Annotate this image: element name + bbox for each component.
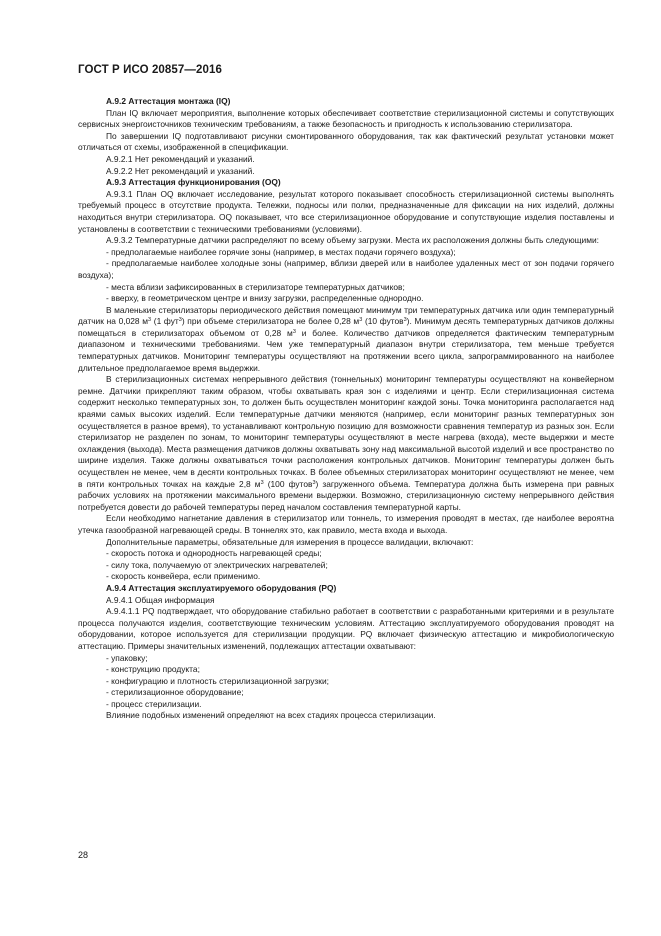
list-item: - предполагаемые наиболее холодные зоны (например, вблизи дверей или в наиболее удаленных мест от зон подачи горячего воздуха);	[78, 258, 614, 280]
clause-item: А.9.2.1 Нет рекомендаций и указаний.	[106, 153, 255, 164]
superscript: 3	[312, 479, 316, 486]
paragraph-small-sterilizers: В маленькие стерилизаторы периодического действия помещают минимум три температурных датчика или один температурный датчик на 0,028 $м^3$ (1 фут$^3$) при объеме стерилизатора не более 0,28 $м^3$ (10 футов$^3$). Минимум десять температурных датчиков должны помещаться в стерилизаторах объемом от 0,28 $м^3$ и более. Количество датчиков определяется фактическим температурным диапазоном и техническими требованиями. Чем уже температурный диапазон внутри стерилизатора, тем меньше требуется температурных датчиков. Мониторинг температуры осуществляют на протяжении всего цикла, запрограммированного на наиболее длительное предполагаемое время выдержки.	[78, 304, 615, 373]
subsection-heading: А.9.4.1 Общая информация	[106, 594, 215, 605]
paragraph: Если необходимо нагнетание давления в стерилизатор или тоннель, то измерения проводят в местах, где наиболее вероятна утечка газообразной нагревающей среды. В тоннелях это, как правило, места входа и выхода.	[78, 513, 614, 535]
superscript: 3	[178, 317, 182, 324]
list-item: - силу тока, получаемую от электрических нагревателей;	[106, 559, 328, 570]
list-item: - упаковку;	[106, 652, 148, 663]
clause-item: А.9.2.2 Нет рекомендаций и указаний.	[106, 165, 255, 176]
superscript: 3	[260, 479, 264, 486]
paragraph: А.9.3.1 План OQ включает исследование, результат которого показывает способность стерилизационной системы выполнять требуемый процесс в отсутствие продукта. Тележки, подносы или полки, предназначенные для фиксации на них изделий, должны находиться внутри стерилизатора. OQ показывает, что все стерилизационное оборудование и сопутствующие изделия поставлены и установлены в соответствии с техническими требованиями (условиями).	[78, 188, 614, 234]
page-header: ГОСТ Р ИСО 20857—2016	[78, 64, 223, 76]
list-item: - стерилизационное оборудование;	[106, 687, 244, 698]
paragraph: По завершении IQ подготавливают рисунки смонтированного оборудования, так как фактический результат установки может отличаться от схемы, изображенной в спецификации.	[78, 130, 614, 153]
section-heading-oq: А.9.3 Аттестация функционирования (OQ)	[106, 177, 281, 188]
superscript: 3	[148, 317, 152, 324]
list-item: - предполагаемые наиболее горячие зоны (например, в местах подачи горячего воздуха);	[106, 246, 456, 257]
section-heading-iq: А.9.2 Аттестация монтажа (IQ)	[106, 96, 231, 106]
paragraph-tunnel-systems: В стерилизационных системах непрерывного действия (тоннельных) мониторинг температуры осуществляют на конвейерном ремне. Датчики прикрепляют таким образом, чтобы охватывать края зон с изделиями и центр. Если стерилизационная система содержит несколько температурных зон, то должен быть осуществлен мониторинг каждой зоны. Точка мониторинга располагается над краями самых высоких изделий. Если температурные датчики меняются (например, если мониторинг разных температурных зон осуществляется в разное время), то устанавливают контрольную позицию для возможности сравнения температур из разных зон. Если стерилизатор не разделен по зонам, то мониторинг температуры осуществляют в месте нагрева (входа), месте выдержки и месте охлаждения (выхода). Места размещения датчиков должны охватывать зону над максимальной высотой изделий и все пространство по ширине изделия. Также должны охватываться точки расположения контрольных датчиков. Мониторинг температуры должен быть осуществлен не менее, чем в десяти контрольных точках. В более объемных стерилизаторах мониторинг осуществляют не менее, чем в пяти контрольных точках на каждые 2,8 $м^3$ (100 футов$^3$) загруженного объема. Температура должна быть измерена при равных рабочих условиях на протяжении максимального времени выдержки. Возможно, стерилизационную систему непрерывного действия потребуется довести до рабочей температуры перед началом составления температурной карты.	[78, 374, 614, 512]
paragraph: Влияние подобных изменений определяют на всех стадиях процесса стерилизации.	[106, 710, 436, 721]
superscript: 3	[359, 317, 363, 324]
list-item: - скорость конвейера, если применимо.	[106, 571, 261, 582]
list-item: - места вблизи зафиксированных в стерилизаторе температурных датчиков;	[106, 281, 405, 292]
list-item: - конфигурацию и плотность стерилизационной загрузки;	[106, 675, 329, 686]
paragraph: А.9.4.1.1 PQ подтверждает, что оборудование стабильно работает в соответствии с разработанными критериями и в результате процесса получаются изделия, соответствующие техническим условиям. Аттестацию эксплуатируемого оборудования проводят на оборудовании, которое используется для стерилизации продукции. PQ включает физическую аттестацию и микробиологическую аттестацию. Примеры значительных изменений, подлежащих аттестации охватывают:	[78, 606, 614, 651]
list-item: - вверху, в геометрическом центре и внизу загрузки, распределенные однородно.	[106, 293, 424, 304]
superscript: 3	[403, 317, 407, 324]
list-item: - процесс стерилизации.	[106, 698, 202, 709]
paragraph: А.9.3.2 Температурные датчики распределяют по всему объему загрузки. Места их расположения должны быть следующими:	[106, 235, 599, 246]
document-body	[78, 96, 614, 722]
page-number: 28	[78, 850, 89, 860]
section-heading-pq: А.9.4 Аттестация эксплуатируемого оборудования (PQ)	[106, 582, 337, 593]
superscript: 3	[292, 328, 296, 335]
list-item: - скорость потока и однородность нагревающей среды;	[106, 548, 322, 559]
list-item: - конструкцию продукта;	[106, 664, 200, 675]
paragraph: Дополнительные параметры, обязательные для измерения в процессе валидации, включают:	[106, 536, 474, 547]
paragraph: План IQ включает мероприятия, выполнение которых обеспечивает соответствие стерилизационной системы и сопутствующих сервисных энергоисточников техническим требованиям, а также безопасность и пригодность к использованию стерилизатора.	[78, 107, 614, 130]
